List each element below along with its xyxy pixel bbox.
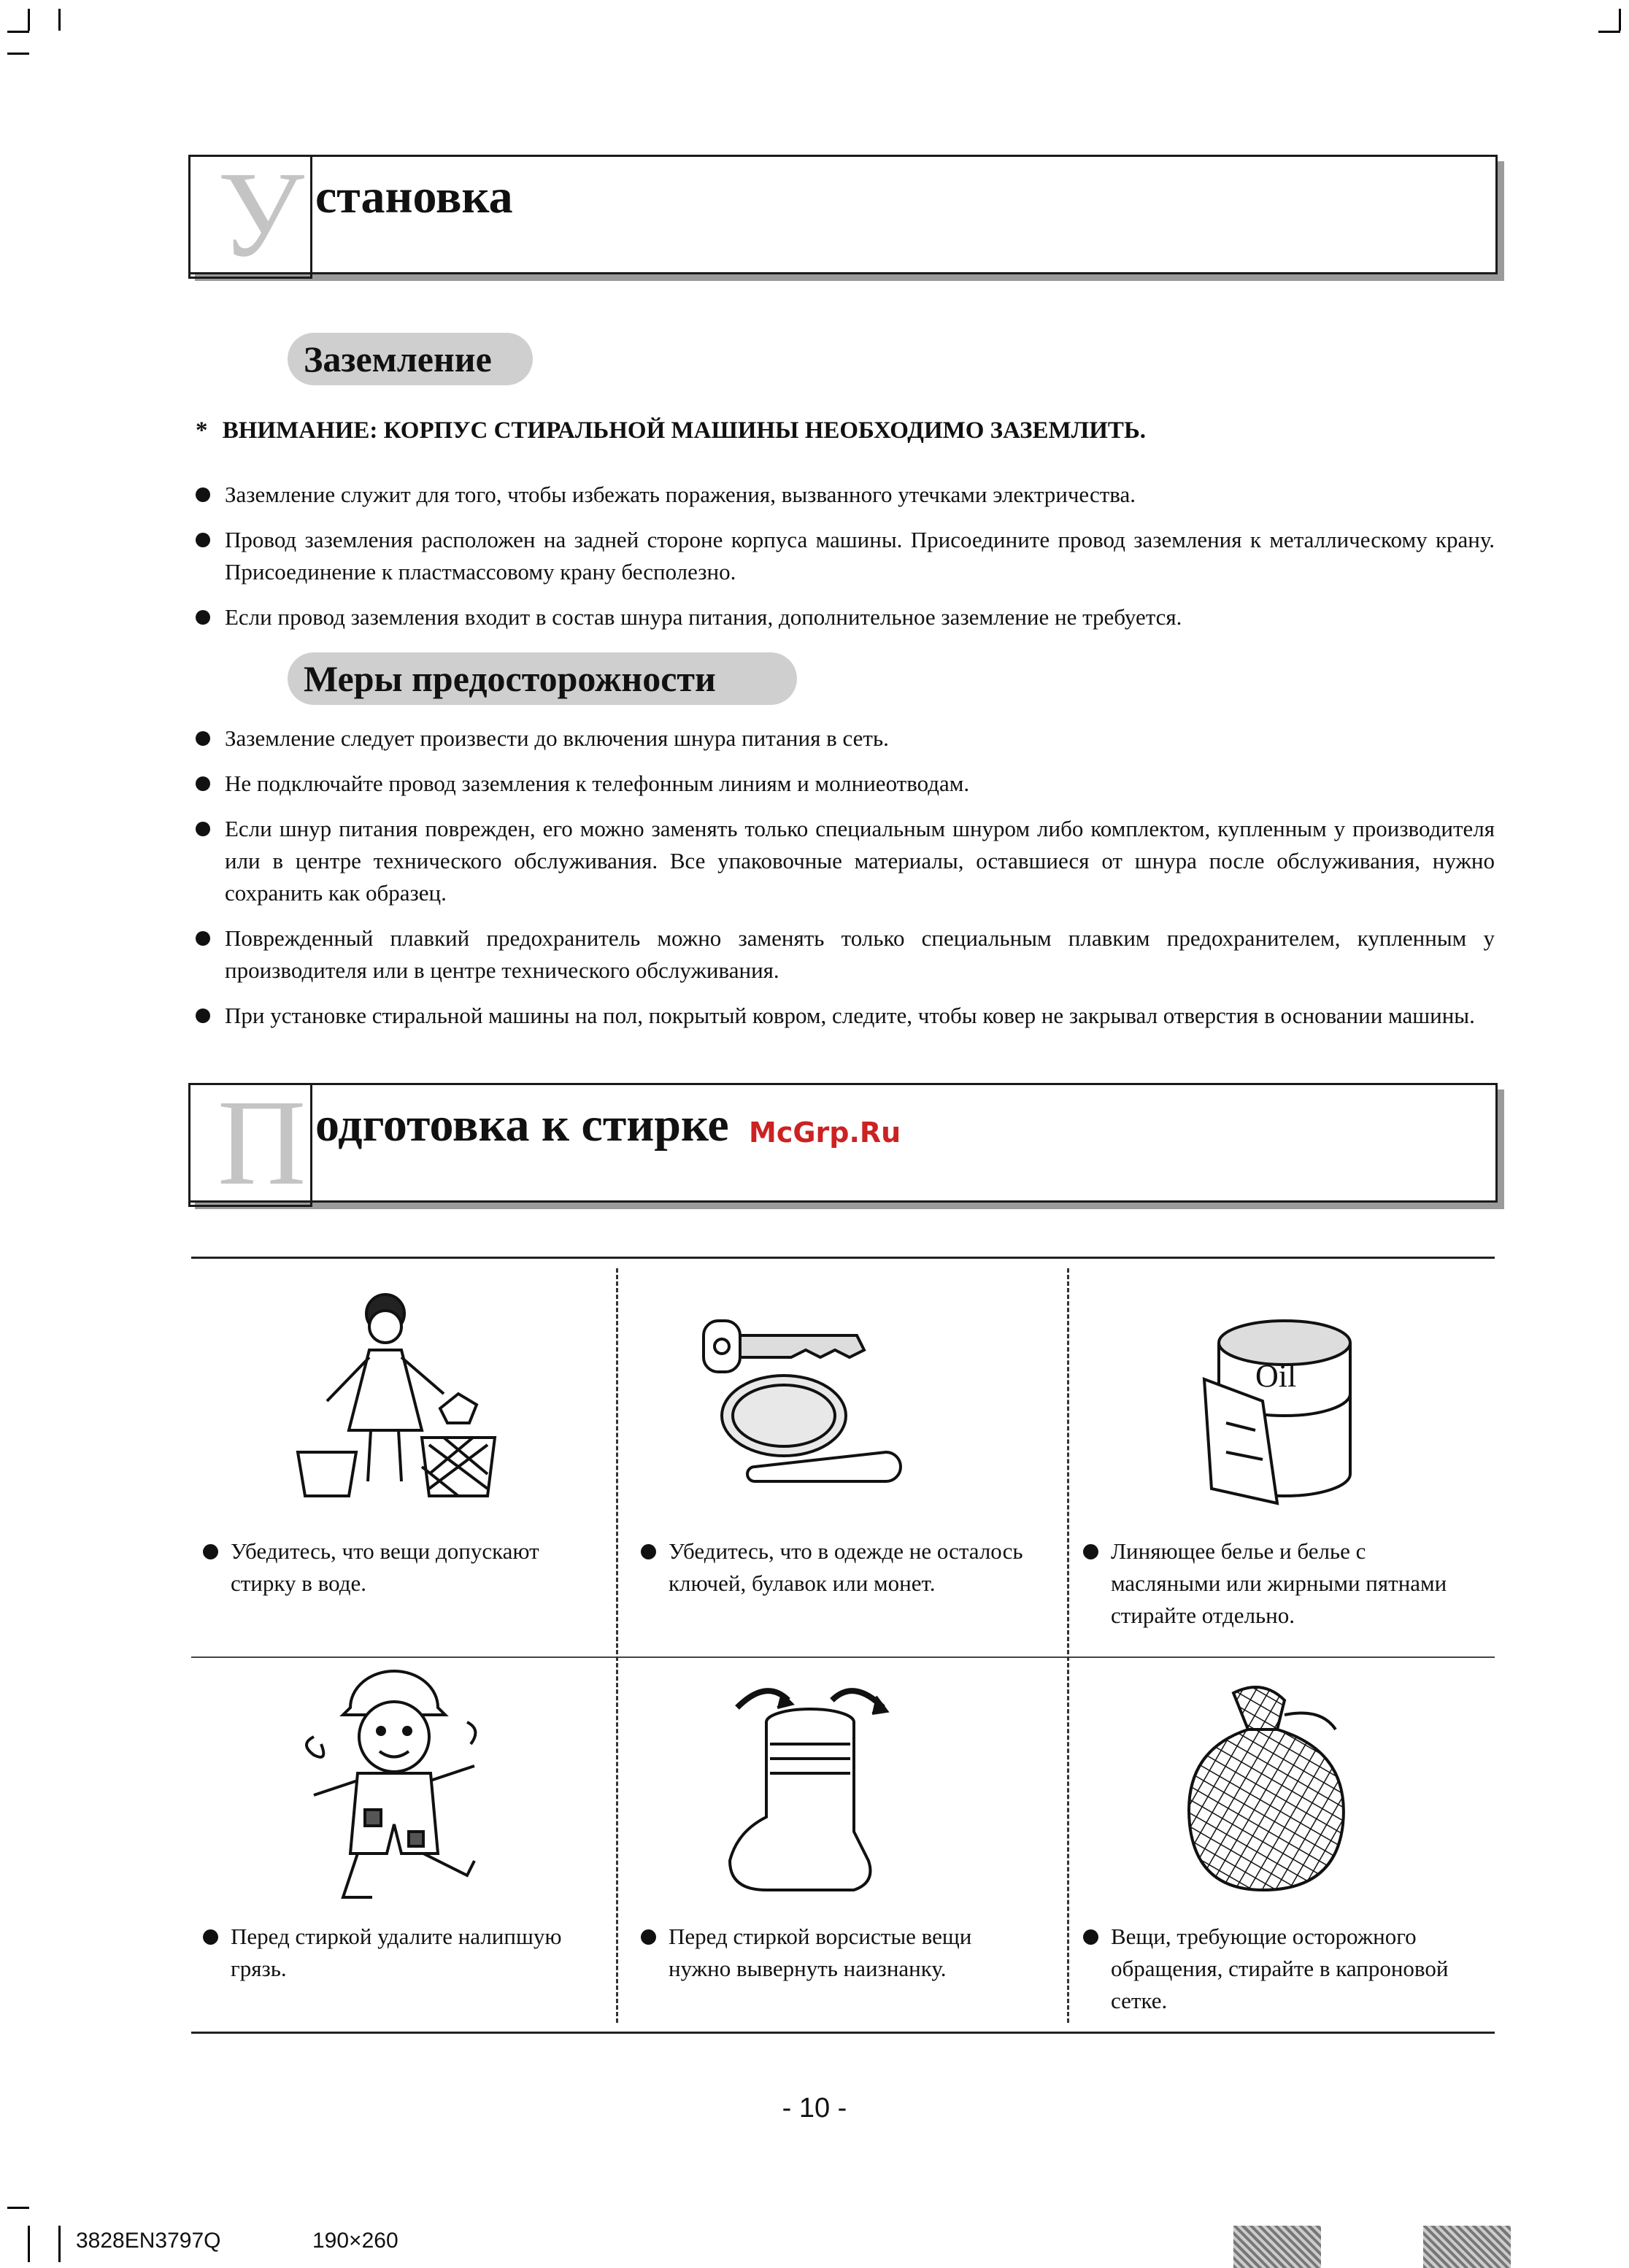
crop-mark [1598, 31, 1620, 33]
warning-text: ВНИМАНИЕ: КОРПУС СТИРАЛЬНОЙ МАШИНЫ НЕОБХОДИМО ЗАЗЕМЛИТЬ. [222, 417, 1147, 444]
crop-mark [7, 53, 29, 55]
prep-cell-text [1077, 1535, 1471, 1632]
section-title: одготовка к стирке [315, 1098, 729, 1152]
prep-cell-text [635, 1535, 1029, 1600]
cell-text: Линяющее белье и белье с масляными или жирными пятнами стирайте отдельно. [1111, 1538, 1447, 1628]
list-item: При установке стиральной машины на пол, покрытый ковром, следите, чтобы ковер не закрывал отверстия в основании машины. [196, 1000, 1495, 1032]
list-item: Если провод заземления входит в состав шнура питания, дополнительное заземление не требуется. [196, 601, 1495, 633]
crop-mark [7, 31, 29, 33]
table-rule [191, 1656, 1495, 1658]
crop-mark [28, 9, 30, 31]
table-rule [191, 1257, 1495, 1259]
mesh-bag-illustration [1168, 1678, 1358, 1897]
page-number: - 10 - [782, 2093, 847, 2124]
cell-text: Убедитесь, что в одежде не осталось ключей, булавок или монет. [669, 1538, 1023, 1596]
crop-mark [28, 2226, 30, 2262]
section-initial-letter: У [217, 147, 304, 282]
svg-text:Oil: Oil [1255, 1358, 1297, 1394]
precautions-bullet-list [196, 722, 1495, 1045]
bullet-dot [203, 1544, 218, 1559]
crop-mark [58, 9, 61, 31]
subsection-heading-precautions: Меры предосторожности [288, 652, 797, 705]
watermark: McGrp.Ru [749, 1116, 901, 1149]
color-registration-swatch [1233, 2226, 1321, 2268]
prep-cell-text [635, 1921, 1029, 1985]
bullet-dot [203, 1929, 218, 1945]
list-item: Если шнур питания поврежден, его можно заменять только специальным шнуром либо комплектом, купленным у производителя или в центре технического обслуживания. Все упаковочные материалы, оставшиеся от шнура после обслуживания, нужно сохранить как образец. [196, 813, 1495, 909]
cell-text: Перед стиркой ворсистые вещи нужно вывернуть наизнанку. [669, 1924, 972, 1981]
bullet-dot [1083, 1929, 1098, 1945]
crop-mark [7, 2207, 29, 2209]
key-coin-pin-illustration [696, 1306, 915, 1496]
list-item: Не подключайте провод заземления к телефонным линиям и молниеотводам. [196, 768, 1495, 800]
prep-cell-text [1077, 1921, 1471, 2017]
bullet-dot [641, 1544, 656, 1559]
page-size: 190×260 [312, 2229, 398, 2253]
oil-can-cloth-illustration [1197, 1314, 1372, 1511]
table-divider [1067, 1268, 1069, 2023]
table-divider [616, 1268, 618, 2023]
asterisk-mark: * [196, 417, 208, 444]
table-rule [191, 2032, 1495, 2034]
list-item: Заземление служит для того, чтобы избежать поражения, вызванного утечками электричества. [196, 479, 1495, 511]
list-item: Провод заземления расположен на задней стороне корпуса машины. Присоедините провод заземления к металлическому крану. Присоединение к пластмассовому крану бесполезно. [196, 524, 1495, 588]
subsection-heading-grounding: Заземление [288, 333, 533, 385]
crop-mark [1619, 9, 1621, 31]
woman-laundry-basket-illustration [276, 1284, 524, 1503]
dirty-boy-illustration [299, 1664, 489, 1905]
cell-text: Перед стиркой удалите налипшую грязь. [231, 1924, 562, 1981]
bullet-dot [1083, 1544, 1098, 1559]
color-registration-swatch [1423, 2226, 1511, 2268]
bullet-dot [641, 1929, 656, 1945]
section-title: становка [315, 170, 513, 223]
cell-text: Вещи, требующие осторожного обращения, стирайте в капроновой сетке. [1111, 1924, 1449, 2013]
cell-text: Убедитесь, что вещи допускают стирку в воде. [231, 1538, 539, 1596]
grounding-bullet-list [196, 479, 1495, 647]
crop-mark [58, 2226, 61, 2262]
grounding-warning [196, 417, 1146, 444]
document-code: 3828EN3797Q [76, 2229, 221, 2253]
list-item: Поврежденный плавкий предохранитель можно заменять только специальным плавким предохранителем, купленным у производителя или в центре технического обслуживания. [196, 922, 1495, 987]
list-item: Заземление следует произвести до включения шнура питания в сеть. [196, 722, 1495, 755]
section-initial-letter: П [217, 1075, 307, 1211]
prep-cell-text [197, 1921, 591, 1985]
prep-cell-text [197, 1535, 591, 1600]
sock-turn-illustration [708, 1678, 912, 1897]
